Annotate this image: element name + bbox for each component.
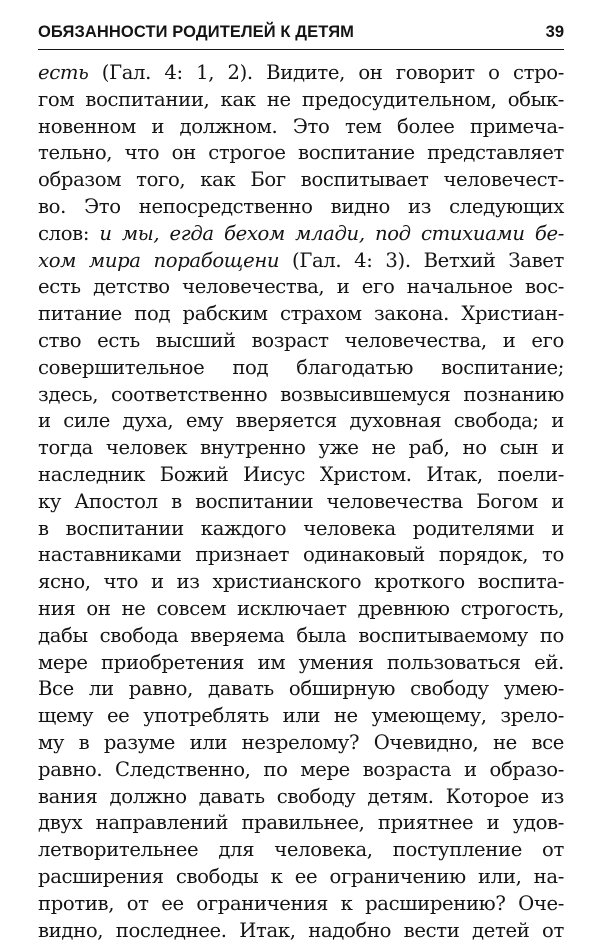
text-run: вания должно давать свободу детям. Которое из: [38, 785, 564, 808]
text-run: дабы свобода вверяема была воспитываемому по: [38, 624, 564, 647]
text-run: во. Это непосредственно видно из следующих: [38, 195, 564, 218]
text-line: [38, 167, 564, 194]
text-line: [38, 542, 564, 569]
text-run: гом воспитании, как не предосудительном, обык-: [38, 88, 564, 111]
text-line: [38, 864, 564, 891]
text-run: (Гал. 4: 3). Ветхий Завет: [279, 249, 564, 272]
text-run: образом того, как Бог воспитывает человечест-: [38, 168, 564, 191]
text-run: (Гал. 4: 1, 2). Видите, он говорит о стро-: [88, 61, 564, 84]
text-line: [38, 596, 564, 623]
text-line: [38, 355, 564, 382]
text-line: [38, 328, 564, 355]
page-number: 39: [546, 20, 564, 44]
text-line: [38, 382, 564, 409]
text-run: в воспитании каждого человека родителями и: [38, 517, 564, 540]
header-rule: [38, 49, 564, 50]
text-line: [38, 730, 564, 757]
text-run: тогда человек внутренно уже не раб, но сын и: [38, 436, 564, 459]
text-line: [38, 837, 564, 864]
text-line: [38, 140, 564, 167]
text-line: [38, 810, 564, 837]
text-run: наследник Божий Иисус Христом. Итак, поели-: [38, 463, 564, 486]
text-line: [38, 757, 564, 784]
text-run: против, от ее ограничения к расширению? Оче-: [38, 892, 564, 915]
text-line: [38, 194, 564, 221]
text-run: совершительное под благодатью воспитание;: [38, 356, 564, 379]
text-line: [38, 891, 564, 918]
text-line: [38, 489, 564, 516]
text-run: и силе духа, ему вверяется духовная свобода; и: [38, 409, 564, 432]
text-line: [38, 516, 564, 543]
text-line: [38, 248, 564, 275]
text-run: тельно, что он строгое воспитание представляет: [38, 141, 564, 164]
text-run: равно. Следственно, по мере возраста и образо-: [38, 758, 564, 781]
text-run: слов:: [38, 222, 99, 245]
text-line: [38, 462, 564, 489]
text-run: мере приобретения им умения пользоваться ей.: [38, 651, 564, 674]
text-line: [38, 435, 564, 462]
text-run: летворительнее для человека, поступление от: [38, 838, 564, 861]
text-line: [38, 274, 564, 301]
text-line: [38, 114, 564, 141]
text-run: видно, последнее. Итак, надобно вести детей от: [38, 919, 564, 942]
scripture-quote: хом мира порабощени: [38, 249, 279, 272]
text-line: [38, 650, 564, 677]
text-run: щему ее употреблять или не умеющему, зрело-: [38, 704, 564, 727]
text-line: [38, 703, 564, 730]
running-title: ОБЯЗАННОСТИ РОДИТЕЛЕЙ К ДЕТЯМ: [38, 20, 354, 44]
body-text: [38, 60, 564, 944]
text-run: ясно, что и из христианского кроткого воспита-: [38, 570, 564, 593]
text-run: есть детство человечества, и его начальное вос-: [38, 275, 564, 298]
scripture-quote: есть: [38, 61, 88, 84]
text-line: [38, 569, 564, 596]
text-line: [38, 60, 564, 87]
text-run: здесь, соответственно возвысившемуся познанию: [38, 383, 564, 406]
text-run: му в разуме или незрелому? Очевидно, не все: [38, 731, 564, 754]
text-line: [38, 918, 564, 944]
text-run: двух направлений правильнее, приятнее и удов-: [38, 811, 564, 834]
text-line: [38, 623, 564, 650]
text-run: расширения свободы к ее ограничению или, на-: [38, 865, 564, 888]
text-line: [38, 221, 564, 248]
text-run: Все ли равно, давать обширную свободу умею-: [38, 677, 564, 700]
text-run: ку Апостол в воспитании человечества Богом и: [38, 490, 564, 513]
text-run: новенном и должном. Это тем более примеча-: [38, 115, 564, 138]
running-head: [38, 20, 564, 44]
scripture-quote: и мы, егда бехом млади, под стихиами бе-: [99, 222, 564, 245]
text-line: [38, 676, 564, 703]
text-run: ство есть высший возраст человечества, и его: [38, 329, 564, 352]
text-line: [38, 408, 564, 435]
book-page: [38, 0, 564, 929]
text-line: [38, 784, 564, 811]
text-run: ния он не совсем исключает древнюю строгость,: [38, 597, 564, 620]
text-run: наставниками признает одинаковый порядок, то: [38, 543, 564, 566]
text-line: [38, 301, 564, 328]
text-line: [38, 87, 564, 114]
text-run: питание под рабским страхом закона. Христиан-: [38, 302, 564, 325]
